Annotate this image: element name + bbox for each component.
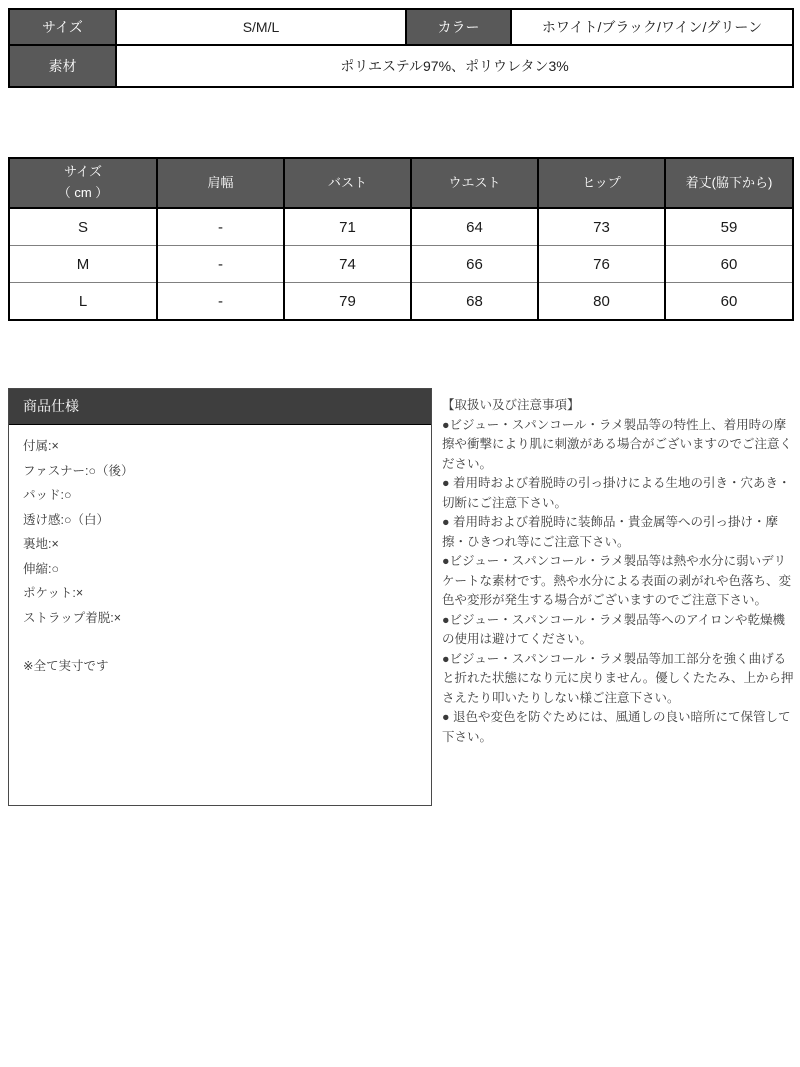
handling-notes-title: 【取扱い及び注意事項】 <box>442 398 580 412</box>
handling-notes <box>442 396 796 747</box>
list-item: 透け感:○（白） <box>23 512 110 527</box>
size-chart-header-bust: バスト <box>284 158 411 208</box>
note-item: ●ビジュー・スパンコール・ラメ製品等加工部分を強く曲げると折れた状態になり元に戻りません。優しくたたみ、上から押さえたり叩いたりしない様ご注意下さい。 <box>442 651 794 705</box>
size-chart-cell: 71 <box>284 208 411 246</box>
size-chart-size-header-line1: サイズ <box>64 164 102 180</box>
table-row <box>9 208 793 246</box>
size-chart-size-header <box>9 158 157 208</box>
size-chart-cell: 66 <box>411 246 538 283</box>
size-chart-cell: 68 <box>411 283 538 321</box>
product-spec-box <box>8 388 432 806</box>
note-item: ●ビジュー・スパンコール・ラメ製品等の特性上、着用時の摩擦や衝撃により肌に刺激がある場合がございますのでご注意ください。 <box>442 417 793 471</box>
color-header-cell: カラー <box>406 9 511 45</box>
material-header-cell: 素材 <box>9 45 116 87</box>
size-value-cell: S/M/L <box>116 9 406 45</box>
size-chart-row-label: L <box>9 283 157 321</box>
size-chart-cell: - <box>157 283 284 321</box>
list-item: パッド:○ <box>23 488 72 502</box>
table-row <box>9 283 793 321</box>
list-item: ストラップ着脱:× <box>23 610 122 625</box>
note-item: ●ビジュー・スパンコール・ラメ製品等へのアイロンや乾燥機の使用は避けてください。 <box>442 612 786 646</box>
size-chart-cell: 76 <box>538 246 665 283</box>
size-chart-header-length: 着丈(脇下から) <box>665 158 793 208</box>
size-chart-row-label: S <box>9 208 157 246</box>
size-chart-header-shoulder: 肩幅 <box>157 158 284 208</box>
spec-box-title: 商品仕様 <box>9 389 431 425</box>
list-item: ファスナー:○（後） <box>23 463 134 478</box>
material-value-cell: ポリエステル97%、ポリウレタン3% <box>116 45 793 87</box>
size-header-cell: サイズ <box>9 9 116 45</box>
list-item: 裏地:× <box>23 537 59 551</box>
color-value-cell: ホワイト/ブラック/ワイン/グリーン <box>511 9 793 45</box>
size-chart-cell: 64 <box>411 208 538 246</box>
list-item: 付属:× <box>23 439 59 453</box>
size-chart-cell: 80 <box>538 283 665 321</box>
size-chart-header-hip: ヒップ <box>538 158 665 208</box>
product-info-table <box>8 8 794 88</box>
list-item: 伸縮:○ <box>23 561 60 576</box>
size-chart-cell: - <box>157 246 284 283</box>
size-chart-cell: 60 <box>665 246 793 283</box>
size-chart-size-header-line2: （ cm ） <box>57 185 109 200</box>
size-chart-cell: 59 <box>665 208 793 246</box>
size-chart-table <box>8 157 794 321</box>
note-item: ● 退色や変色を防ぐためには、風通しの良い暗所にて保管して下さい。 <box>442 710 791 744</box>
table-row <box>9 246 793 283</box>
size-chart-header-waist: ウエスト <box>411 158 538 208</box>
size-chart-cell: - <box>157 208 284 246</box>
list-item: ポケット:× <box>23 586 84 600</box>
size-chart-cell: 74 <box>284 246 411 283</box>
note-item: ● 着用時および着脱時の引っ掛けによる生地の引き・穴あき・切断にご注意下さい。 <box>442 476 791 510</box>
size-chart-row-label: M <box>9 246 157 283</box>
size-chart-cell: 79 <box>284 283 411 321</box>
note-item: ●ビジュー・スパンコール・ラメ製品等は熱や水分に弱いデリケートな素材です。熱や水分による表面の剥がれや色落ち、変色や変形が発生する場合がございますのでご注意下さい。 <box>442 554 792 607</box>
note-item: ● 着用時および着脱時に装飾品・貴金属等への引っ掛け・摩擦・ひきつれ等にご注意下さい。 <box>442 515 779 549</box>
spec-list <box>9 425 431 630</box>
spec-measurement-note: ※全て実寸です <box>23 659 109 673</box>
size-chart-cell: 60 <box>665 283 793 321</box>
size-chart-cell: 73 <box>538 208 665 246</box>
